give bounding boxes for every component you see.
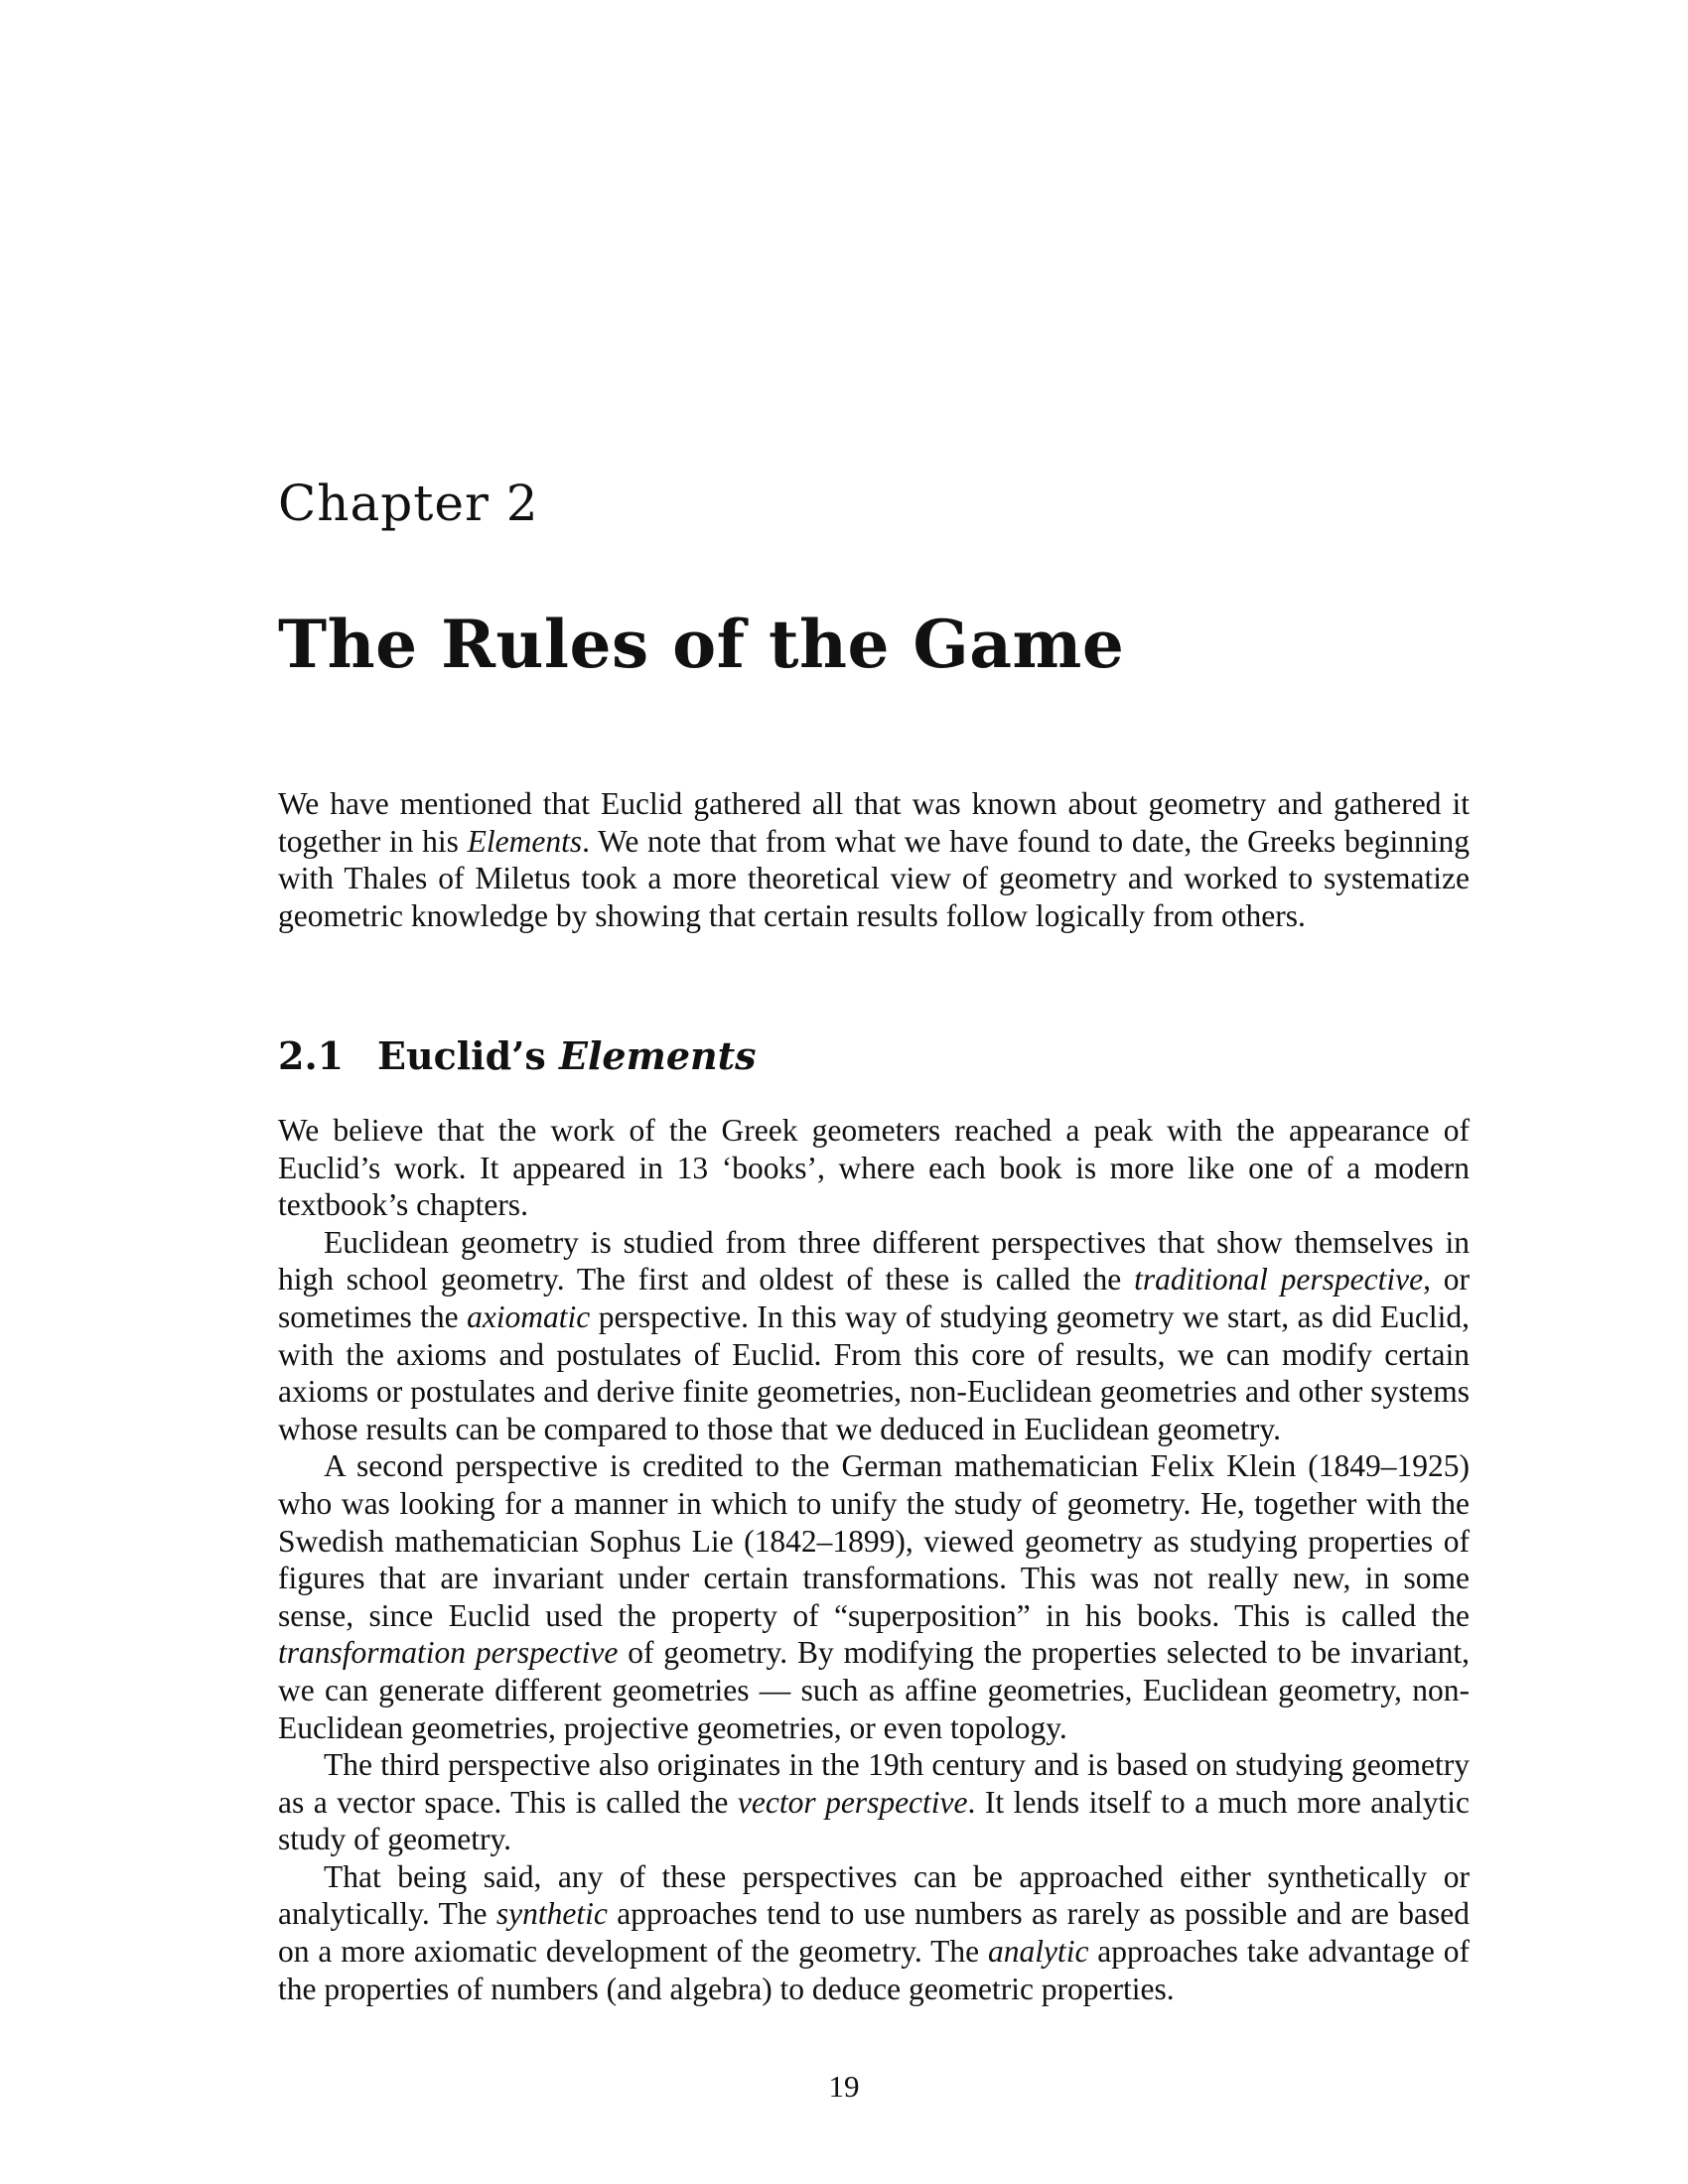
- page-number: 19: [828, 2069, 860, 2104]
- section-number: 2.1: [278, 1033, 345, 1078]
- body-paragraph-4: The third perspective also originates in the 19th century and is based on studying geometry as a vector space. This is called the vector perspective. It lends itself to a much more analytic study of geometry.: [278, 1747, 1470, 1857]
- chapter-title: The Rules of the Game: [278, 606, 1125, 683]
- intro-text: We have mentioned that Euclid gathered all that was known about geometry and gathered it together in his Elements. We note that from what we have found to date, the Greeks beginning with Thales of Miletus took a more theoretical view of geometry and worked to systematize geometric knowledge by showing that certain results follow logically from others.: [278, 786, 1471, 933]
- chapter-label: Chapter 2: [278, 475, 539, 532]
- body-paragraph-2: Euclidean geometry is studied from three different perspectives that show themselves in high school geometry. The first and oldest of these is called the traditional perspective, or sometimes the axiomatic perspective. In this way of studying geometry we start, as did Euclid, with the axioms and postulates of Euclid. From this core of results, we can modify certain axioms or postulates and derive finite geometries, non-Euclidean geometries and other systems whose results can be compared to those that we deduced in Euclidean geometry.: [278, 1224, 1470, 1446]
- section-body: [278, 1112, 1470, 2007]
- body-paragraph-5: That being said, any of these perspectives can be approached either synthetically or analytically. The synthetic approaches tend to use numbers as rarely as possible and are based on a more axiomatic development of the geometry. The analytic approaches take advantage of the properties of numbers (and algebra) to deduce geometric properties.: [278, 1858, 1470, 2006]
- body-paragraph-3: A second perspective is credited to the German mathematician Felix Klein (1849–1925) who was looking for a manner in which to unify the study of geometry. He, together with the Swedish mathematician Sophus Lie (1842–1899), viewed geometry as studying properties of figures that are invariant under certain transformations. This was not really new, in some sense, since Euclid used the property of “superposition” in his books. This is called the transformation perspective of geometry. By modifying the properties selected to be invariant, we can generate different geometries — such as affine geometries, Euclidean geometry, non-Euclidean geometries, projective geometries, or even topology.: [278, 1448, 1470, 1745]
- section-heading: [278, 1033, 757, 1078]
- intro-paragraph: [278, 785, 1470, 934]
- body-paragraph-1: We believe that the work of the Greek geometers reached a peak with the appearance of Euclid’s work. It appeared in 13 ‘books’, where each book is more like one of a modern textbook’s chapters.: [278, 1113, 1470, 1223]
- section-title-emphasis: Elements: [559, 1033, 757, 1078]
- section-title-prefix: Euclid’s: [377, 1033, 560, 1078]
- emphasis-elements: Elements: [467, 823, 583, 859]
